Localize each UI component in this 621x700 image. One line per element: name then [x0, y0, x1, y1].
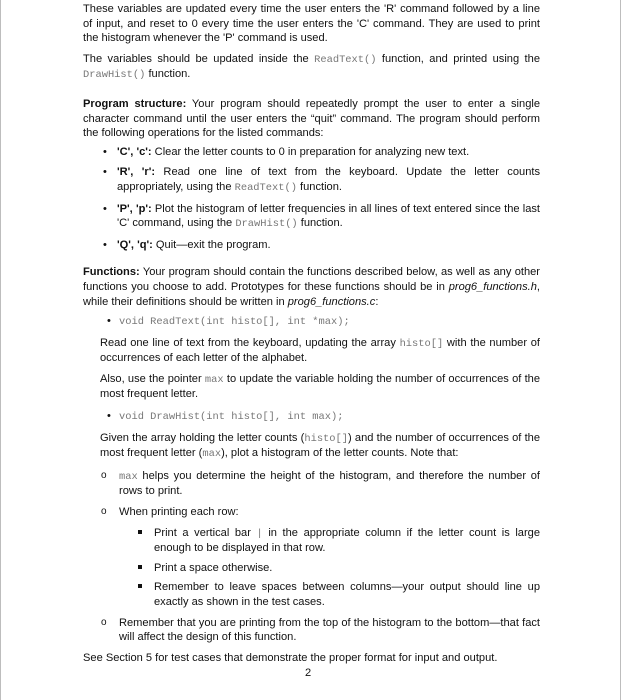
bullet-icon: •	[107, 315, 111, 328]
row-rule-space: Print a space otherwise.	[83, 561, 540, 576]
functions-para: Functions: Your program should contain the functions described below, as well as any other functions you choose to add. Prototypes for these functions should be in prog6_functions.h, while their definitions should be written in prog6_functions.c:	[83, 266, 540, 308]
readtext-max-description: Also, use the pointer max to update the variable holding the number of occurrences of the most frequent letter.	[100, 372, 540, 401]
bullet-icon: •	[103, 145, 107, 158]
readtext-description: Read one line of text from the keyboard, updating the array histo[] with the number of occurrences of each letter of the alphabet.	[100, 336, 540, 365]
readtext-prototype: • void ReadText(int histo[], int *max);	[107, 315, 350, 329]
readtext-section	[100, 314, 540, 402]
note-max-height: o max helps you determine the height of the histogram, and therefore the number of rows to print.	[101, 469, 540, 498]
code-drawhist: DrawHist()	[83, 69, 146, 82]
drawhist-prototype: • void DrawHist(int histo[], int max);	[107, 410, 344, 424]
source-filename: prog6_functions.c	[287, 295, 376, 308]
bullet-icon: •	[103, 166, 107, 179]
circle-bullet-icon: o	[101, 506, 107, 518]
command-item-clear: • 'C', 'c': Clear the letter counts to 0 in preparation for analyzing new text.	[103, 145, 470, 158]
page-number: 2	[305, 667, 312, 679]
circle-bullet-icon: o	[101, 469, 107, 481]
row-rule-vertical-bar: Print a vertical bar | in the appropriate column if the letter count is large enough to be displayed in that row.	[83, 526, 540, 556]
bullet-icon: •	[103, 202, 107, 215]
bullet-icon: •	[103, 238, 107, 251]
drawhist-section	[100, 409, 540, 462]
code-readtext: ReadText()	[314, 53, 377, 66]
program-structure-heading: Program structure:	[83, 97, 187, 110]
square-bullet-icon	[138, 565, 142, 569]
header-filename: prog6_functions.h	[448, 280, 537, 293]
see-section-note: See Section 5 for test cases that demonstrate the proper format for input and output.	[83, 651, 498, 664]
square-bullet-icon	[138, 530, 142, 534]
note-printing-rows: o When printing each row:	[101, 506, 239, 519]
command-list	[83, 145, 540, 253]
command-item-plot: • 'P', 'p': Plot the histogram of letter frequencies in all lines of text entered since the last 'C' command, using the DrawHist() function.	[103, 202, 540, 231]
para-update-inside: The variables should be updated inside the ReadText() function, and printed using the DrawHist() function.	[83, 52, 540, 82]
row-rule-columns: Remember to leave spaces between columns—your output should line up exactly as shown in the test cases.	[83, 580, 540, 609]
command-item-quit: • 'Q', 'q': Quit—exit the program.	[103, 238, 271, 251]
command-item-read: • 'R', 'r': Read one line of text from the keyboard. Update the letter counts appropriately, using the ReadText() function.	[103, 166, 540, 194]
note-top-to-bottom: o Remember that you are printing from the top of the histogram to the bottom—that fact will affect the design of this function.	[101, 616, 540, 644]
functions-heading: Functions:	[83, 266, 140, 279]
program-structure-para: Program structure: Your program should repeatedly prompt the user to enter a single character command until the user enters the “quit” command. The program should perform the following operations for the listed commands:	[83, 97, 540, 140]
para-variables-updated: These variables are updated every time the user enters the 'R' command followed by a line of input, and reset to 0 every time the user enters the 'C' command. They are used to print the histogram whenever the 'P' command is used.	[83, 3, 540, 45]
drawhist-description: Given the array holding the letter counts (histo[]) and the number of occurrences of the most frequent letter (max), plot a histogram of the letter counts. Note that:	[100, 431, 541, 461]
page-content	[83, 0, 540, 665]
circle-bullet-icon: o	[101, 616, 107, 628]
bullet-icon: •	[107, 410, 111, 423]
square-bullet-icon	[138, 584, 142, 588]
